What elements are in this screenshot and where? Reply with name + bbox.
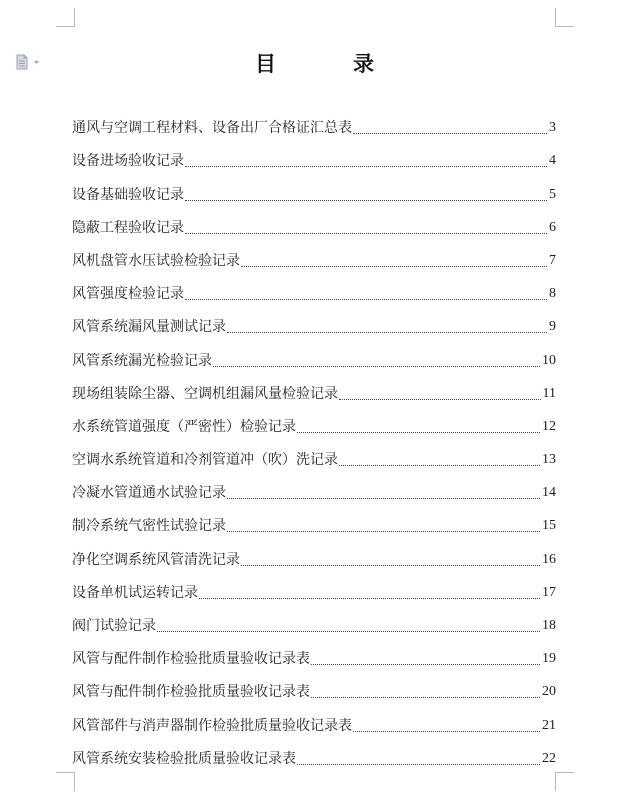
toc-entry[interactable] [72,170,556,203]
toc-leader-dots [241,565,540,566]
toc-entry-text: 通风与空调工程材料、设备出厂合格证汇总表 [72,120,352,137]
toc-page-number: 9 [549,319,556,335]
margin-corner-bottom-right [555,772,574,791]
toc-leader-dots [185,233,547,234]
toc-page-number: 21 [542,717,556,733]
toc-page-number: 8 [549,286,556,302]
toc-entry-text: 设备基础验收记录 [72,186,184,203]
margin-corner-bottom-left [56,772,75,791]
toc-entry[interactable] [72,303,556,336]
toc-leader-dots [185,299,547,300]
toc-title: 目 录 [255,51,402,76]
toc-entry-text: 风管强度检验记录 [72,286,184,303]
toc-leader-dots [227,332,547,333]
toc-leader-dots [227,498,540,499]
toc-entry-text: 风管系统安装检验批质量验收记录表 [72,750,296,767]
toc-leader-dots [297,432,540,433]
toc-entry[interactable] [72,602,556,635]
toc-page-number: 4 [549,153,556,169]
toc-leader-dots [311,697,540,698]
toc-entry-text: 风管系统漏风量测试记录 [72,319,226,336]
toc-page-number: 11 [542,385,556,401]
toc-entry[interactable] [72,635,556,668]
toc-leader-dots [339,465,540,466]
toc-leader-dots [199,598,540,599]
toc-page-number: 20 [542,684,556,700]
toc-leader-dots [227,531,540,532]
toc-page-number: 17 [542,584,556,600]
toc-page-number: 6 [549,219,556,235]
toc-entry[interactable] [72,701,556,734]
toc-entry[interactable] [72,104,556,137]
toc-entry-text: 风机盘管水压试验检验记录 [72,252,240,269]
toc-entry[interactable] [72,336,556,369]
toc-page-number: 13 [542,452,556,468]
margin-corner-top-left [56,8,75,27]
toc-leader-dots [185,166,547,167]
toc-entry[interactable] [72,237,556,270]
toc-entry[interactable] [72,469,556,502]
toc-entry-text: 隐蔽工程验收记录 [72,219,184,236]
table-of-contents [72,104,556,768]
toc-page-number: 19 [542,651,556,667]
toc-leader-dots [339,399,541,400]
toc-leader-dots [185,200,547,201]
toc-entry-text: 冷凝水管道通水试验记录 [72,485,226,502]
toc-entry-text: 空调水系统管道和冷剂管道冲（吹）洗记录 [72,452,338,469]
toc-leader-dots [353,731,540,732]
toc-entry[interactable] [72,535,556,568]
toc-entry-text: 阀门试验记录 [72,618,156,634]
toc-entry[interactable] [72,735,556,768]
toc-entry-text: 风管系统漏光检验记录 [72,352,212,369]
toc-entry-text: 净化空调系统风管清洗记录 [72,551,240,568]
toc-entry-text: 风管与配件制作检验批质量验收记录表 [72,651,310,668]
toc-entry[interactable] [72,436,556,469]
toc-entry-text: 设备进场验收记录 [72,153,184,170]
toc-entry-text: 现场组装除尘器、空调机组漏风量检验记录 [72,385,338,402]
toc-page-number: 12 [542,418,556,434]
toc-page-number: 3 [549,120,556,136]
toc-page-number: 14 [542,485,556,501]
toc-entry[interactable] [72,204,556,237]
toc-leader-dots [311,664,540,665]
toc-entry[interactable] [72,370,556,403]
toc-leader-dots [157,631,540,632]
toc-leader-dots [353,133,547,134]
toc-entry-text: 水系统管道强度（严密性）检验记录 [72,418,296,435]
toc-entry[interactable] [72,569,556,602]
toc-entry[interactable] [72,270,556,303]
toc-leader-dots [297,764,540,765]
toc-page-number: 18 [542,618,556,633]
margin-corner-top-right [555,8,574,27]
toc-page-number: 7 [549,252,556,268]
toc-page-number: 22 [542,750,556,766]
toc-entry-text: 制冷系统气密性试验记录 [72,518,226,535]
toc-page-number: 10 [542,352,556,368]
toc-entry-text: 设备单机试运转记录 [72,584,198,601]
toc-entry[interactable] [72,668,556,701]
toc-entry[interactable] [72,502,556,535]
toc-entry-text: 风管部件与消声器制作检验批质量验收记录表 [72,717,352,734]
toc-page-number: 5 [549,186,556,202]
toc-entry[interactable] [72,403,556,436]
toc-entry[interactable] [72,137,556,170]
toc-entry-text: 风管与配件制作检验批质量验收记录表 [72,684,310,701]
toc-leader-dots [213,366,540,367]
toc-leader-dots [241,266,547,267]
toc-page-number: 15 [542,518,556,534]
toc-page-number: 16 [542,551,556,567]
